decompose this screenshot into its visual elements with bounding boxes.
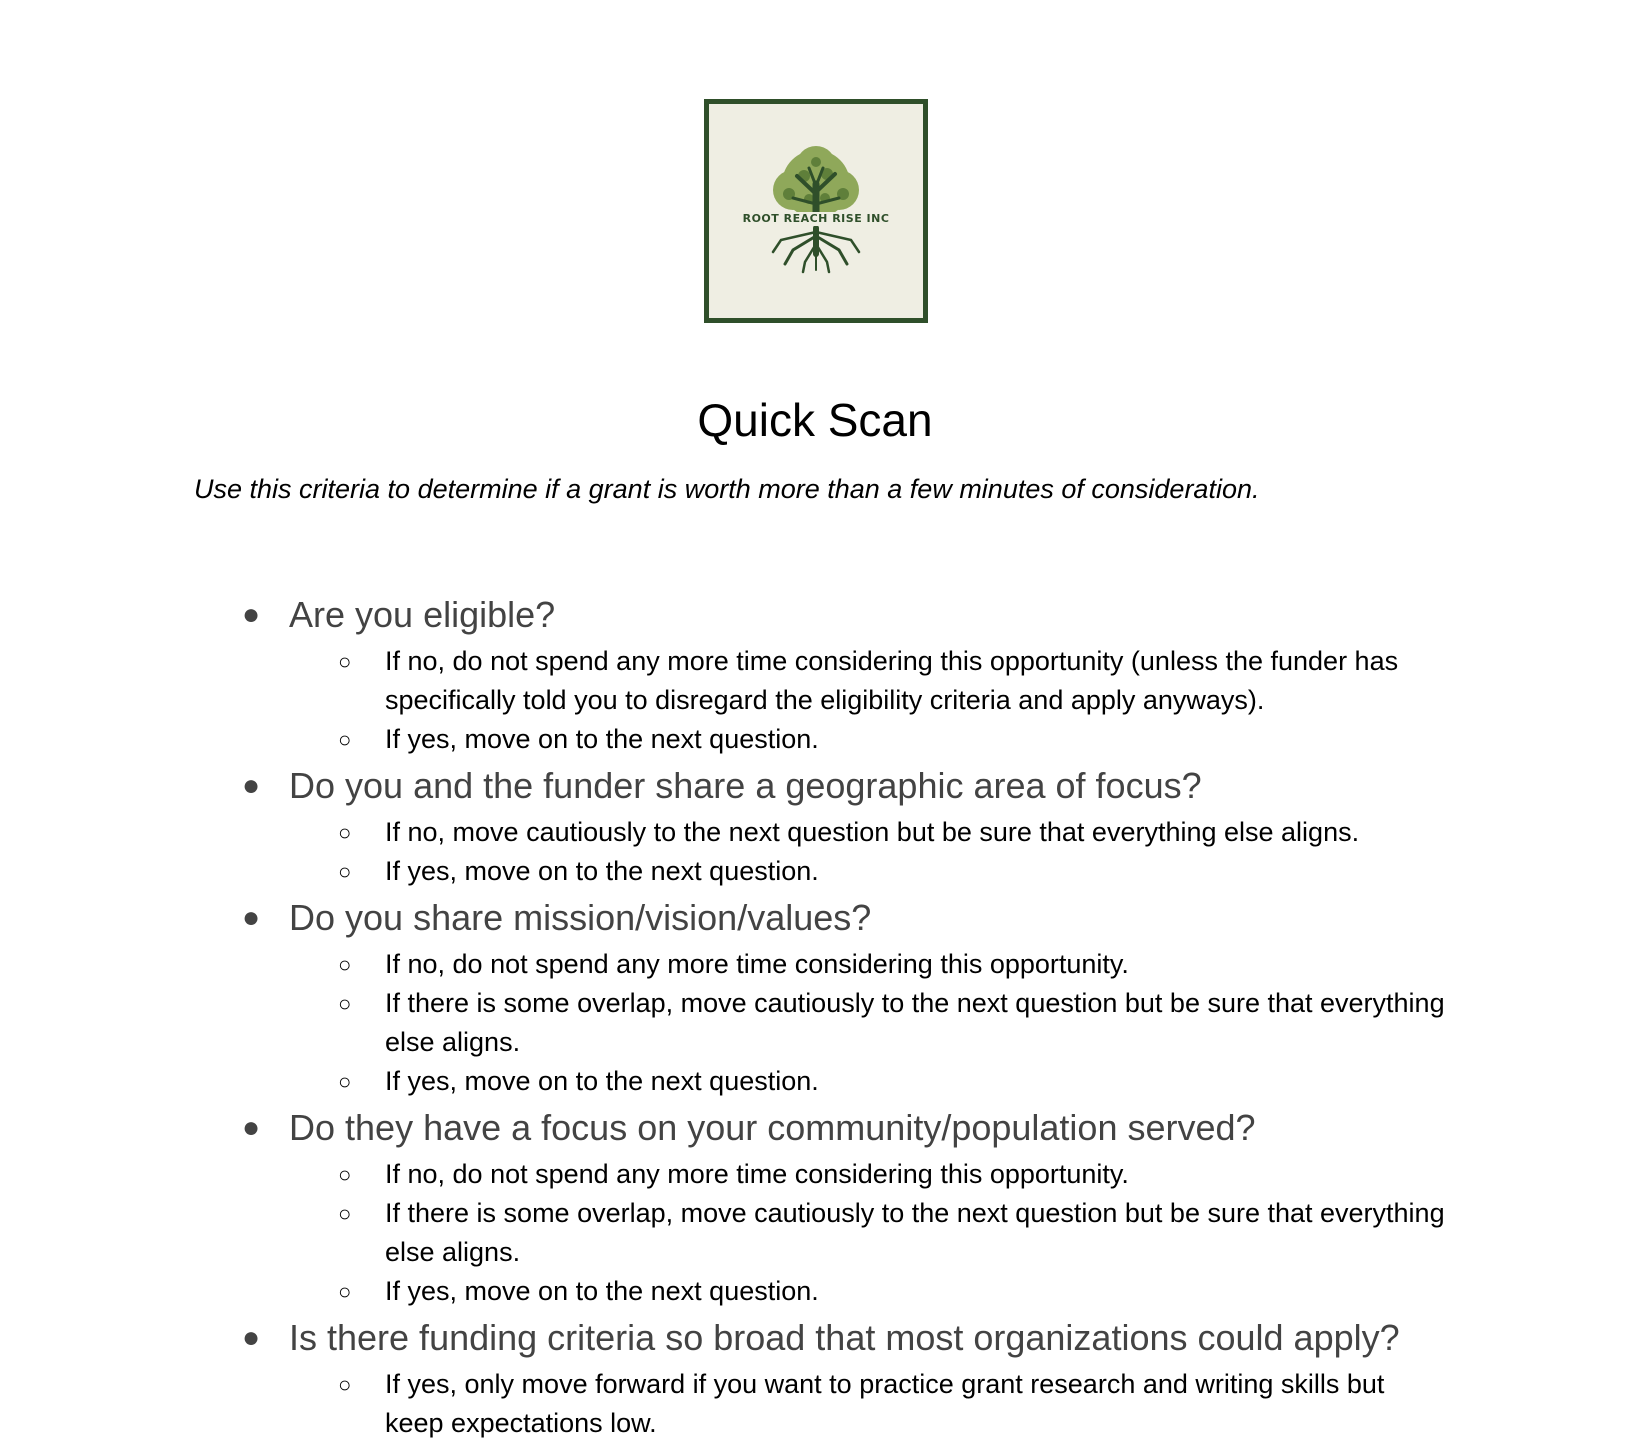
criteria-answer: [0, 984, 1630, 1062]
criteria-answer: [0, 720, 1630, 759]
criteria-answer-text: If yes, only move forward if you want to practice grant research and writing skills but keep expectations low.: [385, 1369, 1385, 1438]
criteria-answer-text: If yes, move on to the next question.: [385, 724, 819, 754]
page-subtitle: Use this criteria to determine if a grant is worth more than a few minutes of consideration.: [194, 474, 1260, 504]
criteria-answer: [0, 1194, 1630, 1272]
criteria-list: [0, 588, 1630, 1443]
criteria-item: [0, 891, 1630, 1101]
hollow-bullet-icon: ○: [338, 820, 352, 845]
filled-bullet-icon: ●: [242, 598, 261, 631]
page-title: Quick Scan: [697, 394, 933, 446]
criteria-item: [0, 759, 1630, 891]
criteria-question-row: [0, 759, 1630, 813]
criteria-question-row: [0, 588, 1630, 642]
criteria-answer: [0, 852, 1630, 891]
criteria-question: Do you and the funder share a geographic area of focus?: [289, 765, 1202, 806]
criteria-item: [0, 588, 1630, 759]
hollow-bullet-icon: ○: [338, 727, 352, 752]
criteria-answer: [0, 1062, 1630, 1101]
criteria-answer-text: If there is some overlap, move cautiously to the next question but be sure that everything else aligns.: [385, 1198, 1445, 1267]
filled-bullet-icon: ●: [242, 769, 261, 802]
hollow-bullet-icon: ○: [338, 1279, 352, 1304]
criteria-answer-text: If yes, move on to the next question.: [385, 1276, 819, 1306]
hollow-bullet-icon: ○: [338, 1201, 352, 1226]
criteria-answer-text: If no, move cautiously to the next question but be sure that everything else aligns.: [385, 817, 1360, 847]
filled-bullet-icon: ●: [242, 1111, 261, 1144]
hollow-bullet-icon: ○: [338, 649, 352, 674]
criteria-answer-text: If yes, move on to the next question.: [385, 1066, 819, 1096]
hollow-bullet-icon: ○: [338, 1372, 352, 1397]
hollow-bullet-icon: ○: [338, 1069, 352, 1094]
criteria-question-row: [0, 891, 1630, 945]
criteria-answer: [0, 1272, 1630, 1311]
criteria-answer: [0, 1155, 1630, 1194]
hollow-bullet-icon: ○: [338, 859, 352, 884]
criteria-item: [0, 1311, 1630, 1443]
criteria-answer-text: If there is some overlap, move cautiously to the next question but be sure that everything else aligns.: [385, 988, 1445, 1057]
criteria-answer: [0, 813, 1630, 852]
criteria-item: [0, 1101, 1630, 1311]
criteria-answer: [0, 1365, 1630, 1443]
criteria-answer: [0, 642, 1630, 720]
criteria-question: Are you eligible?: [289, 594, 556, 635]
filled-bullet-icon: ●: [242, 1321, 261, 1354]
criteria-question: Do they have a focus on your community/population served?: [289, 1107, 1256, 1148]
criteria-question-row: [0, 1101, 1630, 1155]
criteria-answer-text: If no, do not spend any more time considering this opportunity (unless the funder has specifically told you to disregard the eligibility criteria and apply anyways).: [385, 646, 1399, 715]
hollow-bullet-icon: ○: [338, 991, 352, 1016]
criteria-question: Is there funding criteria so broad that most organizations could apply?: [289, 1317, 1400, 1358]
hollow-bullet-icon: ○: [338, 1162, 352, 1187]
tree-roots-logo-icon: [709, 104, 923, 318]
criteria-answer-text: If yes, move on to the next question.: [385, 856, 819, 886]
criteria-answers: [0, 642, 1630, 759]
criteria-question: Do you share mission/vision/values?: [289, 897, 872, 938]
organization-logo: [704, 99, 928, 323]
criteria-answers: [0, 813, 1630, 891]
criteria-answer-text: If no, do not spend any more time considering this opportunity.: [385, 1159, 1129, 1189]
criteria-answer: [0, 945, 1630, 984]
criteria-answer-text: If no, do not spend any more time considering this opportunity.: [385, 949, 1129, 979]
criteria-question-row: [0, 1311, 1630, 1365]
filled-bullet-icon: ●: [242, 901, 261, 934]
criteria-answers: [0, 945, 1630, 1101]
criteria-answers: [0, 1365, 1630, 1443]
hollow-bullet-icon: ○: [338, 952, 352, 977]
logo-text: ROOT REACH RISE INC: [709, 212, 923, 226]
criteria-answers: [0, 1155, 1630, 1311]
